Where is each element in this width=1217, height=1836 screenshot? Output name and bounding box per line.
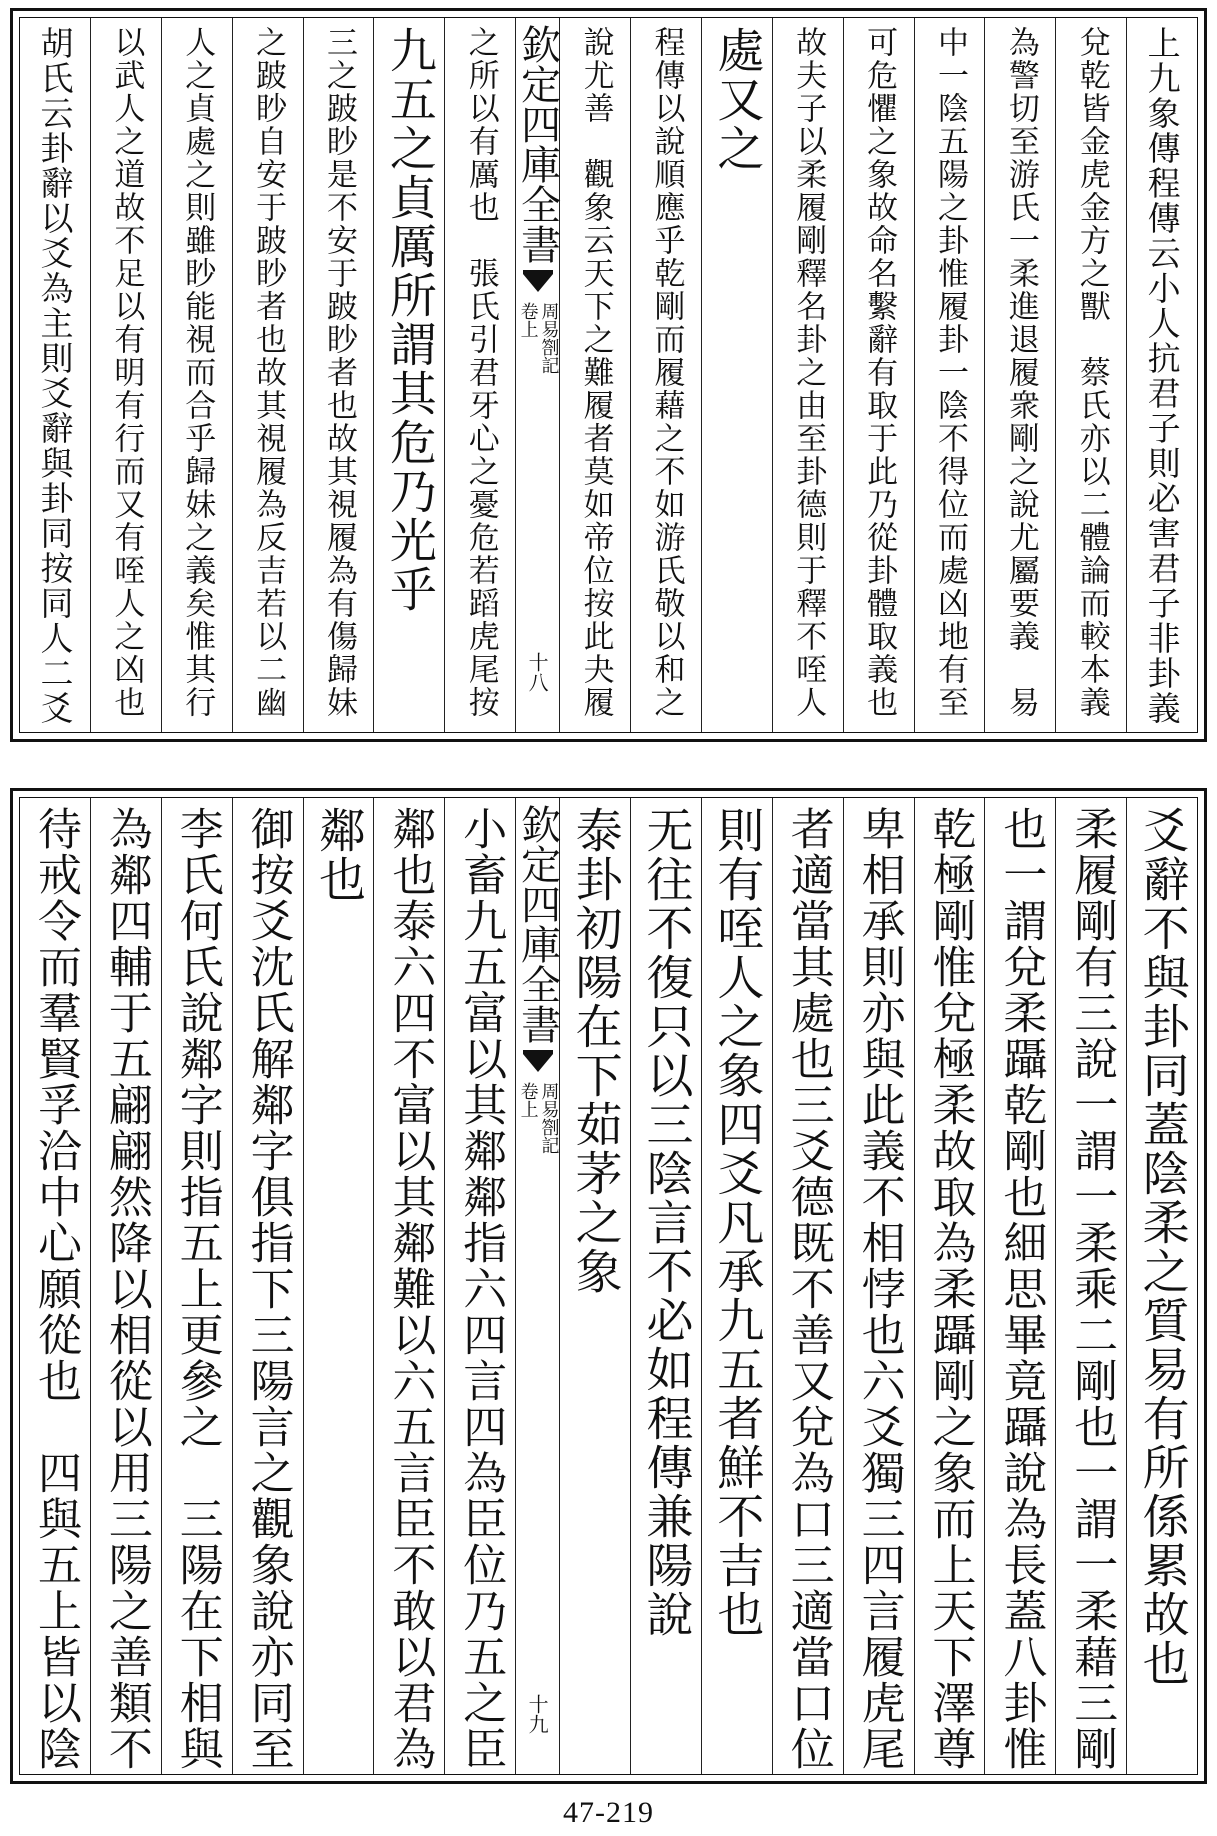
column-text: 之跛眇自安于跛眇者也故其視履為反吉若以二幽	[250, 26, 287, 719]
fish-tail-mark	[523, 1050, 553, 1076]
text-column	[984, 18, 1055, 732]
leaf-number: 十八	[525, 652, 550, 692]
text-column	[843, 18, 914, 732]
text-column	[444, 18, 515, 732]
column-text: 為鄰四輔于五翩翩然降以相從以用三陽之善類不	[100, 806, 152, 1772]
column-text: 兌乾皆金虎金方之獸 蔡氏亦以二體論而較本義	[1073, 26, 1110, 719]
text-column	[1126, 18, 1197, 732]
text-column	[90, 798, 161, 1774]
column-text: 為警切至游氏一柔進退履衆剛之說尤屬要義 易	[1002, 26, 1039, 719]
text-column	[303, 798, 374, 1774]
text-column	[444, 798, 515, 1774]
column-text: 小畜九五富以其鄰鄰指六四言四為臣位乃五之臣	[455, 806, 507, 1772]
text-column	[232, 798, 303, 1774]
text-column	[161, 18, 232, 732]
text-column	[843, 798, 914, 1774]
section-title: 周易劄記	[538, 302, 560, 374]
text-column	[1055, 798, 1126, 1774]
text-column	[630, 798, 701, 1774]
text-column	[772, 798, 843, 1774]
top-page-columns	[19, 17, 1198, 733]
column-text: 无往不復只以三陰言不必如程傳兼陽說	[638, 806, 694, 1639]
text-column	[914, 18, 985, 732]
column-text: 鄰也	[310, 806, 366, 904]
column-text: 者適當其處也三爻德既不善又兌為口三適當口位	[782, 806, 834, 1772]
top-page	[10, 8, 1207, 742]
column-text: 可危懼之象故命名繫辭有取于此乃從卦體取義也	[861, 26, 898, 719]
column-text: 胡氏云卦辭以爻為主則爻辭與卦同按同人二爻	[35, 26, 75, 726]
column-text: 上九象傳程傳云小人抗君子則必害君子非卦義	[1142, 26, 1182, 726]
text-column	[373, 798, 444, 1774]
text-column	[1055, 18, 1126, 732]
fish-tail-mark	[523, 270, 553, 296]
book-title: 欽定四庫全書	[514, 804, 561, 1044]
text-column	[232, 18, 303, 732]
column-text: 說尤善 觀象云天下之難履者莫如帝位按此夬履	[577, 26, 614, 719]
column-text: 鄰也泰六四不富以其鄰難以六五言臣不敢以君為	[384, 806, 436, 1772]
page-folio: 47-219	[563, 1796, 654, 1829]
section-title: 周易劄記	[538, 1082, 560, 1154]
text-column	[630, 18, 701, 732]
text-column	[559, 18, 630, 732]
text-column	[20, 798, 90, 1774]
leaf-number: 十九	[525, 1694, 550, 1734]
column-text: 也一謂兌柔躡乾剛也細思畢竟躡說為長蓋八卦惟	[995, 806, 1047, 1772]
column-text: 程傳以說順應乎乾剛而履藉之不如游氏敬以和之	[648, 26, 685, 719]
center-margin	[515, 18, 559, 732]
column-text: 泰卦初陽在下茹茅之象	[567, 806, 623, 1296]
column-text: 卑相承則亦與此義不相悖也六爻獨三四言履虎尾	[853, 806, 905, 1772]
column-text: 御按爻沈氏解鄰字俱指下三陽言之觀象說亦同至	[242, 806, 294, 1772]
bottom-page	[10, 788, 1207, 1784]
center-margin	[515, 798, 559, 1774]
column-text: 李氏何氏說鄰字則指五上更參之 三陽在下相與	[171, 806, 223, 1772]
column-text: 之所以有厲也 張氏引君牙心之憂危若蹈虎尾按	[462, 26, 499, 719]
text-column	[1126, 798, 1197, 1774]
text-column	[303, 18, 374, 732]
text-column	[701, 798, 772, 1774]
text-column	[984, 798, 1055, 1774]
text-column	[772, 18, 843, 732]
book-title: 欽定四庫全書	[514, 24, 561, 264]
text-column	[161, 798, 232, 1774]
column-text: 待戒令而羣賢孚洽中心願從也 四與五上皆以陰	[29, 806, 81, 1772]
text-column	[373, 18, 444, 732]
text-column	[90, 18, 161, 732]
volume-label: 卷上	[517, 302, 539, 338]
volume-label: 卷上	[517, 1082, 539, 1118]
column-text: 爻辭不與卦同蓋陰柔之質易有所係累故也	[1134, 806, 1190, 1688]
column-text: 處又之	[709, 26, 765, 173]
text-column	[701, 18, 772, 732]
column-text: 人之貞處之則雖眇能視而合乎歸妹之義矣惟其行	[179, 26, 216, 719]
text-column	[20, 18, 90, 732]
column-text: 九五之貞厲所謂其危乃光乎	[381, 26, 437, 614]
column-text: 以武人之道故不足以有明有行而又有咥人之凶也	[108, 26, 145, 719]
column-text: 乾極剛惟兌極柔故取為柔躡剛之象而上天下澤尊	[924, 806, 976, 1772]
column-text: 中一陰五陽之卦惟履卦一陰不得位而處凶地有至	[931, 26, 968, 719]
text-column	[914, 798, 985, 1774]
column-text: 故夫子以柔履剛釋名卦之由至卦德則于釋不咥人	[790, 26, 827, 719]
bottom-page-columns	[19, 797, 1198, 1775]
column-text: 三之跛眇是不安于跛眇者也故其視履為有傷歸妹	[320, 26, 357, 719]
text-column	[559, 798, 630, 1774]
column-text: 則有咥人之象四爻凡承九五者鮮不吉也	[709, 806, 765, 1639]
column-text: 柔履剛有三說一謂一柔乘二剛也一謂一柔藉三剛	[1066, 806, 1118, 1772]
